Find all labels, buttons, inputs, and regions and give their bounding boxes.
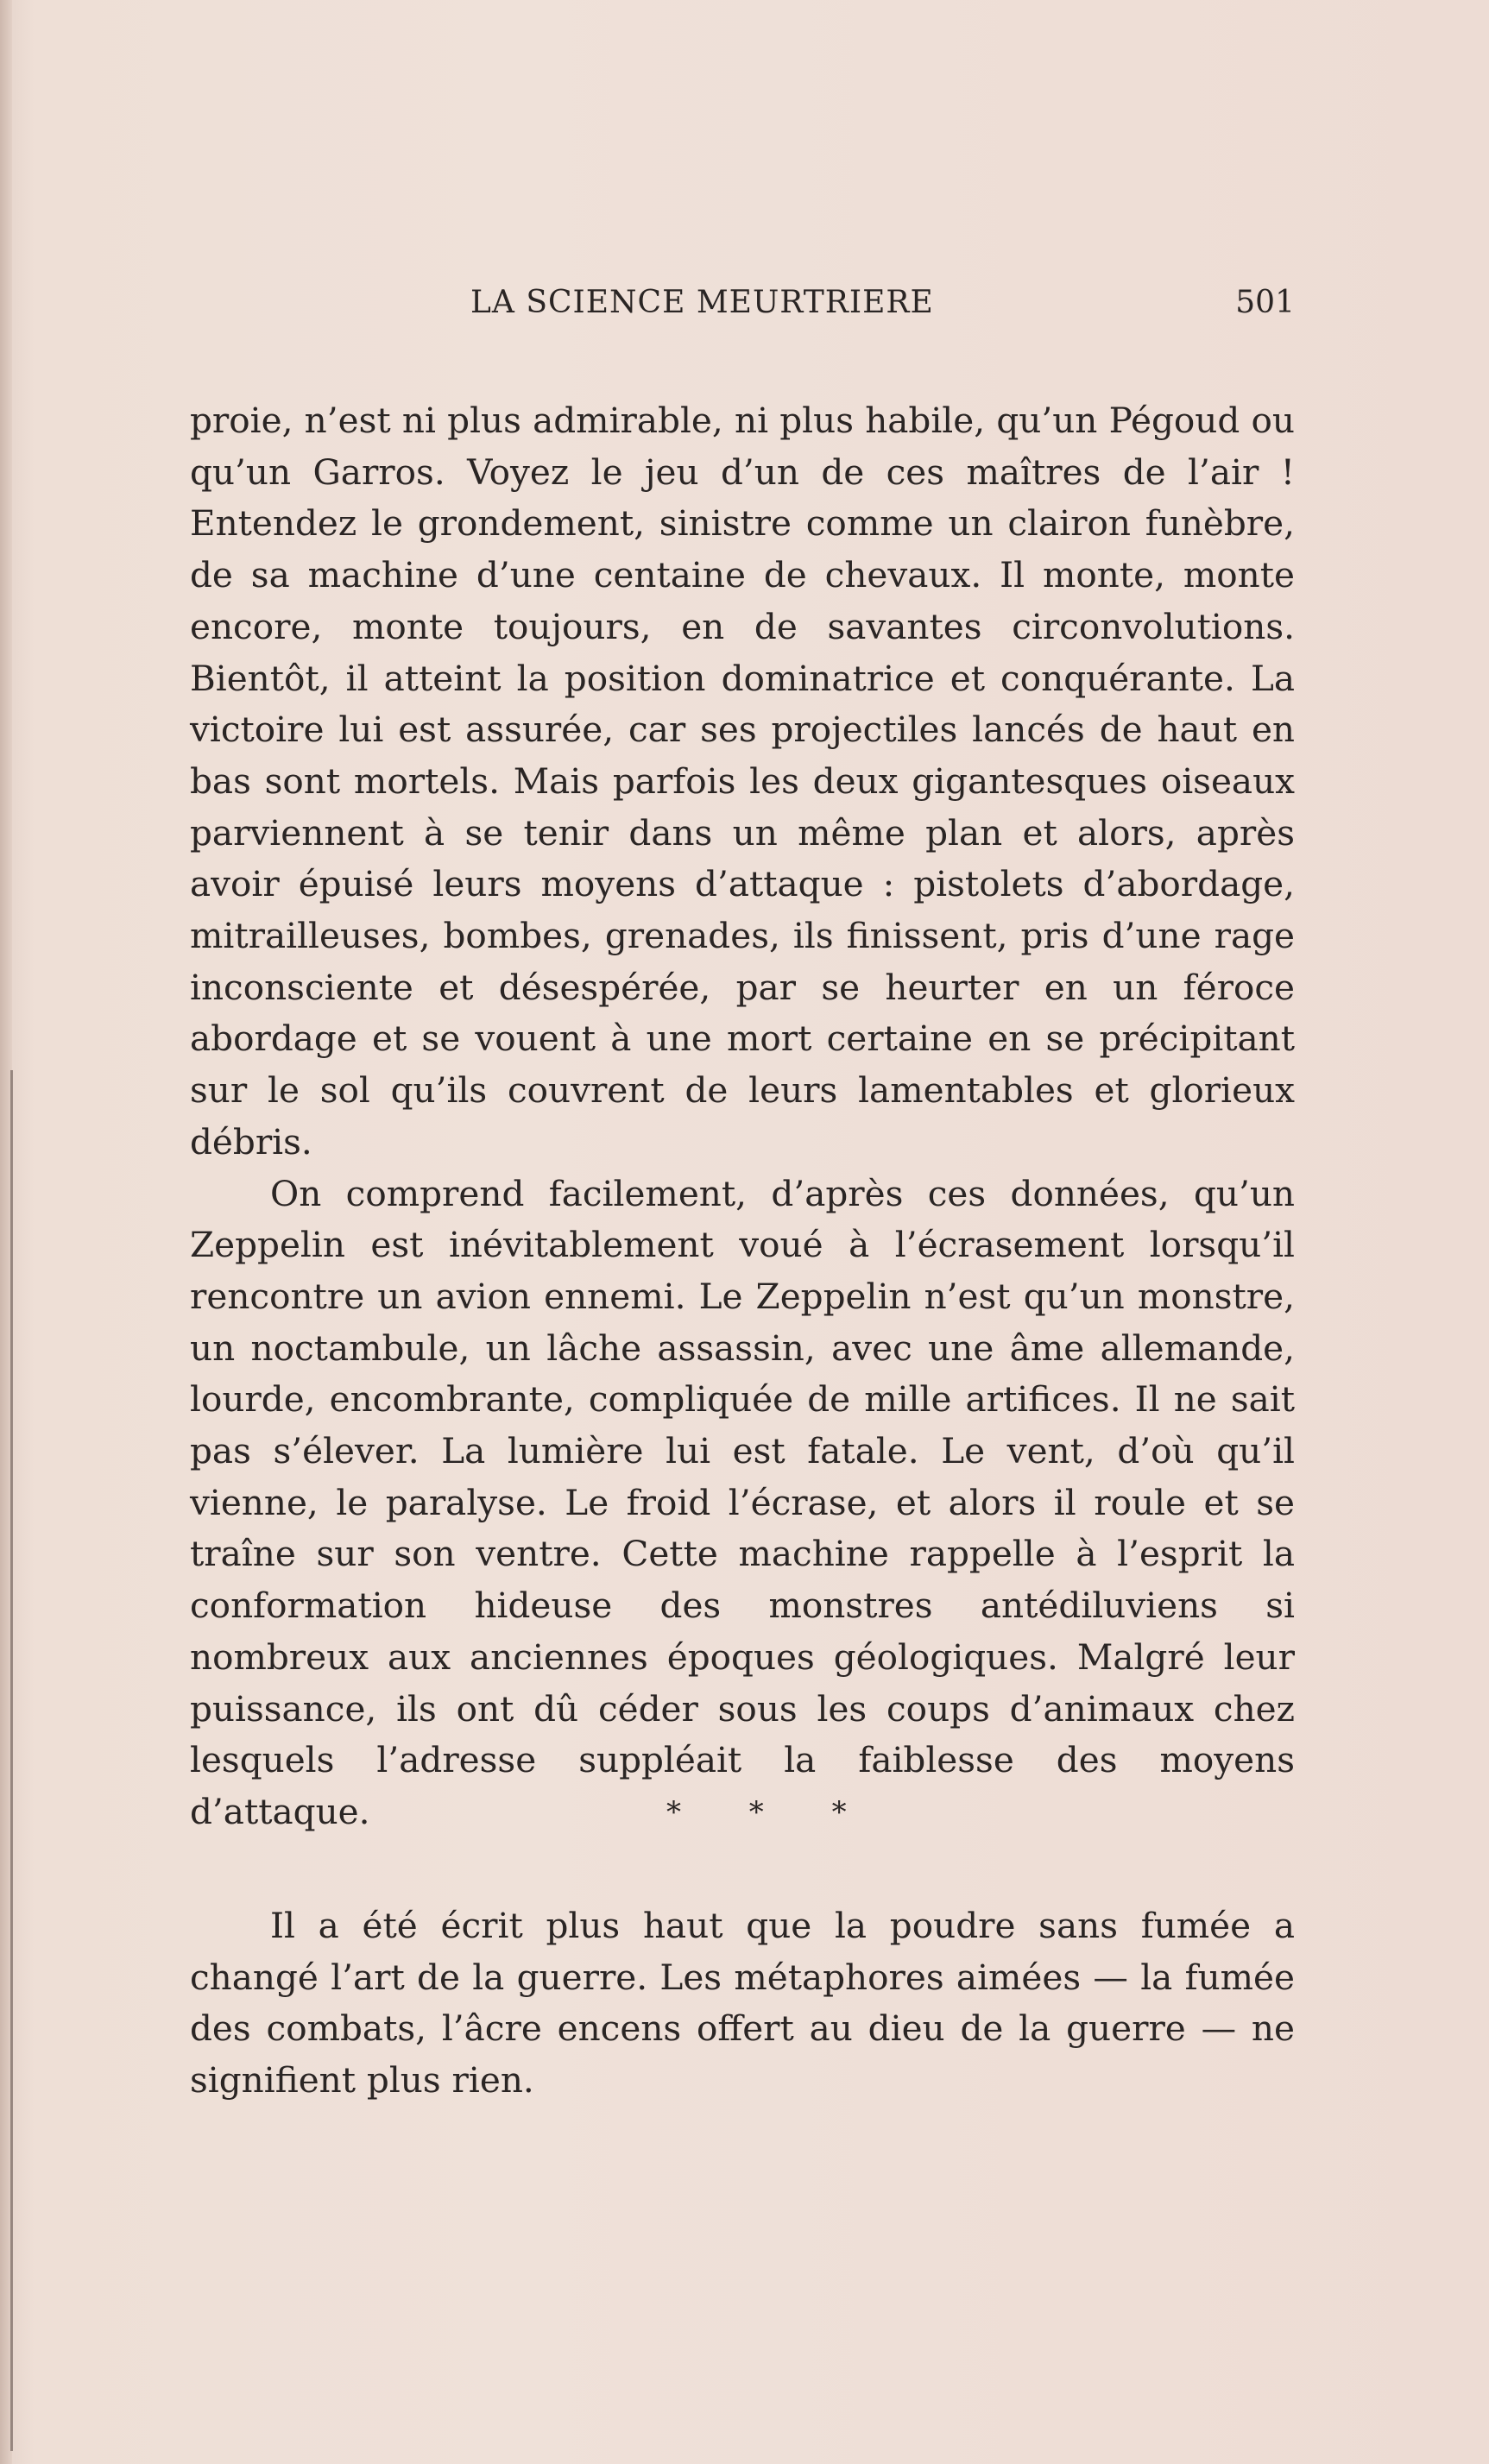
main-text	[190, 395, 1295, 1838]
section-separator: * * *	[666, 1795, 876, 1830]
page-number: 501	[1235, 285, 1295, 320]
paragraph-2: On comprend facilement, d’après ces données, qu’un Zeppelin est inévitablement voué à l’écrasement lorsqu’il rencontre un avion ennemi. Le Zeppelin n’est qu’un monstre, un noctambule, un lâche assassin, avec une âme allemande, lourde, encombrante, compliquée de mille artifices. Il ne sait pas s’élever. La lumière lui est fatale. Le vent, d’où qu’il vienne, le paralyse. Le froid l’écrase, et alors il roule et se traîne sur son ventre. Cette machine rappelle à l’esprit la conformation hideuse des monstres antédiluviens si nombreux aux anciennes époques géologiques. Malgré leur puissance, ils ont dû céder sous les coups d’animaux chez lesquels l’adresse suppléait la faiblesse des moyens d’attaque.	[190, 1172, 1295, 1832]
binding-shadow	[10, 1070, 13, 2451]
paragraph-1: proie, n’est ni plus admirable, ni plus habile, qu’un Pégoud ou qu’un Garros. Voyez le jeu d’un de ces maîtres de l’air ! Entendez le grondement, sinistre comme un clairon funèbre, de sa machine d’une centaine de chevaux. Il monte, monte encore, monte toujours, en de savantes circonvolutions. Bientôt, il atteint la position dominatrice et conquérante. La victoire lui est assurée, car ses projectiles lancés de haut en bas sont mortels. Mais parfois les deux gigantesques oiseaux parviennent à se tenir dans un même plan et alors, après avoir épuisé leurs moyens d’attaque : pistolets d’abordage, mitrailleuses, bombes, grenades, ils finissent, pris d’une rage inconsciente et désespérée, par se heurter en un féroce abordage et se vouent à une mort certaine en se précipitant sur le sol qu’ils couvrent de leurs lamentables et glorieux débris.	[190, 400, 1295, 1163]
running-header	[190, 285, 1295, 328]
header-title: LA SCIENCE MEURTRIERE	[470, 285, 934, 320]
closing-text	[190, 1900, 1295, 2107]
paragraph-3: Il a été écrit plus haut que la poudre sans fumée a changé l’art de la guerre. Les métaphores aimées — la fumée des combats, l’âcre encens offert au dieu de la guerre — ne signifient plus rien.	[190, 1905, 1295, 2102]
